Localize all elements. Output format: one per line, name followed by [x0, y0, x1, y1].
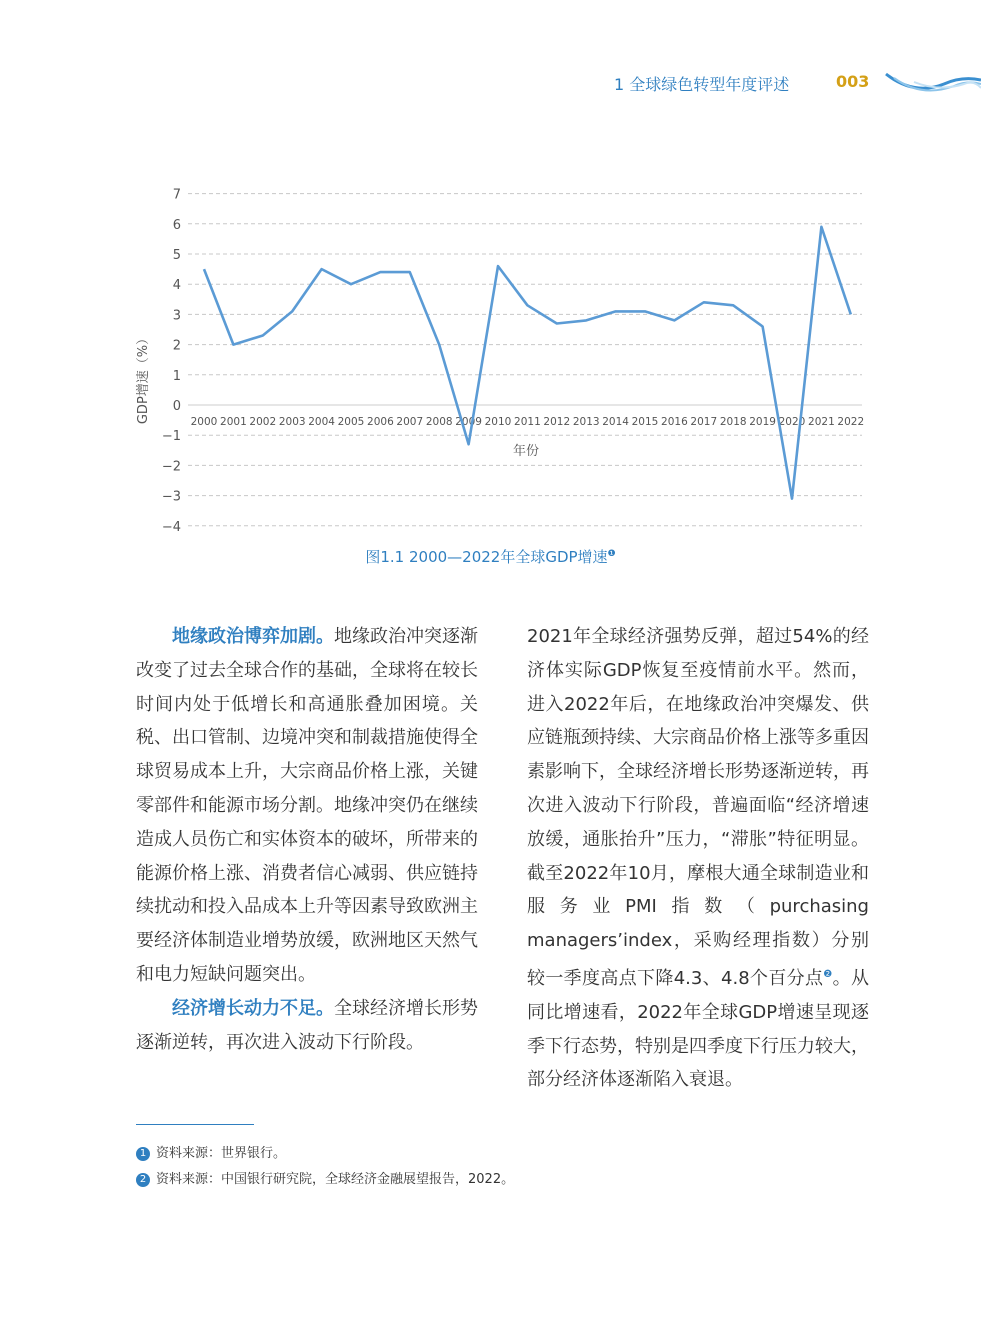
- footnote-text: 资料来源：中国银行研究院，全球经济金融展望报告，2022。: [156, 1172, 515, 1187]
- paragraph-continuation: [527, 620, 869, 1097]
- x-tick-label: 2004: [308, 416, 335, 428]
- y-tick-label: 0: [172, 399, 181, 414]
- x-tick-label: 2019: [749, 416, 776, 428]
- caption-text: 图1.1 2000—2022年全球GDP增速: [365, 548, 608, 566]
- x-tick-label: 2001: [220, 416, 247, 428]
- y-tick-label: 2: [172, 338, 181, 354]
- x-axis-label: 年份: [512, 444, 540, 459]
- x-tick-label: 2007: [396, 416, 424, 428]
- y-tick-label: 1: [172, 368, 181, 384]
- x-tick-label: 2008: [425, 416, 453, 428]
- y-tick-label: −4: [161, 519, 181, 535]
- x-tick-label: 2005: [337, 416, 365, 428]
- caption-footnote-marker: ❶: [607, 549, 616, 559]
- y-tick-label: 6: [172, 217, 181, 233]
- x-tick-label: 2014: [602, 416, 629, 428]
- page-number: 003: [836, 72, 870, 91]
- x-tick-label: 2010: [484, 416, 512, 428]
- y-tick-label: 4: [172, 278, 181, 294]
- y-tick-label: −3: [161, 489, 181, 505]
- footnote-divider: [136, 1124, 254, 1125]
- footnote-text: 资料来源：世界银行。: [156, 1146, 287, 1161]
- x-tick-label: 2018: [719, 416, 747, 428]
- paragraph-lead: 地缘政治博弈加剧。: [172, 626, 334, 647]
- y-tick-label: −2: [161, 459, 181, 475]
- chapter-title: 1 全球绿色转型年度评述: [614, 75, 790, 94]
- figure-caption: [0, 546, 981, 567]
- x-tick-label: 2021: [808, 416, 835, 428]
- x-tick-label: 2020: [778, 416, 806, 428]
- paragraph-text: 2021年全球经济强势反弹，超过54%的经济体实际GDP恢复至疫情前水平。然而，进入2022年后，在地缘政治冲突爆发、供应链瓶颈持续、大宗商品价格上涨等多重因素影响下，全球经济增长形势逐渐逆转，再次进入波动下行阶段，普遍面临“经济增速放缓，通胀抬升”压力，“滞胀”特征明显。截至2022年10月，摩根大通全球制造业和服务业PMI指数（purchasing managers’index，采购经理指数）分别较一季度高点下降4.3、4.8个百分点: [527, 626, 869, 989]
- x-tick-label: 2013: [572, 416, 600, 428]
- gdp-growth-chart: [0, 0, 981, 560]
- x-tick-label: 2017: [690, 416, 718, 428]
- left-column: [136, 620, 478, 1059]
- y-tick-label: 3: [172, 308, 181, 324]
- x-tick-label: 2003: [278, 416, 306, 428]
- y-tick-label: 5: [172, 248, 181, 263]
- paragraph-text: 全球经济增长形势逐渐逆转，再次进入波动下行阶段。: [136, 997, 478, 1053]
- x-tick-label: 2002: [249, 416, 277, 428]
- y-tick-label: 7: [172, 187, 181, 203]
- x-tick-label: 2022: [837, 416, 865, 428]
- x-tick-label: 2000: [190, 416, 218, 428]
- paragraph-lead: 经济增长动力不足。: [172, 997, 334, 1019]
- x-tick-label: 2012: [543, 416, 571, 428]
- y-axis-label: GDP增速（%）: [136, 331, 151, 425]
- paragraph-text: 。从同比增速看，2022年全球GDP增速呈现逐季下行态势，特别是四季度下行压力较大，部分经济体逐渐陷入衰退。: [527, 967, 869, 1091]
- x-tick-label: 2009: [455, 416, 482, 428]
- right-column: [527, 620, 869, 1097]
- paragraph-geopolitics: [136, 620, 478, 992]
- x-tick-label: 2011: [514, 416, 541, 428]
- x-tick-label: 2006: [367, 416, 394, 428]
- footnote-2: [136, 1168, 514, 1187]
- footnote-number: 2: [136, 1173, 150, 1187]
- paragraph-growth: [136, 992, 478, 1060]
- footnote-1: [136, 1142, 286, 1161]
- x-tick-label: 2016: [661, 416, 688, 428]
- paragraph-text: 地缘政治冲突逐渐改变了过去全球合作的基础，全球将在较长时间内处于低增长和高通胀叠加困境。关税、出口管制、边境冲突和制裁措施使得全球贸易成本上升，大宗商品价格上涨，关键零部件和能源市场分割。地缘冲突仍在继续造成人员伤亡和实体资本的破坏，所带来的能源价格上涨、消费者信心减弱、供应链持续扰动和投入品成本上升等因素导致欧洲主要经济体制造业增势放缓，欧洲地区天然气和电力短缺问题突出。: [136, 626, 478, 985]
- footnote-number: 1: [136, 1147, 150, 1161]
- footnote-marker: ❷: [823, 968, 833, 980]
- y-tick-label: −1: [161, 429, 181, 445]
- x-tick-label: 2015: [631, 416, 659, 428]
